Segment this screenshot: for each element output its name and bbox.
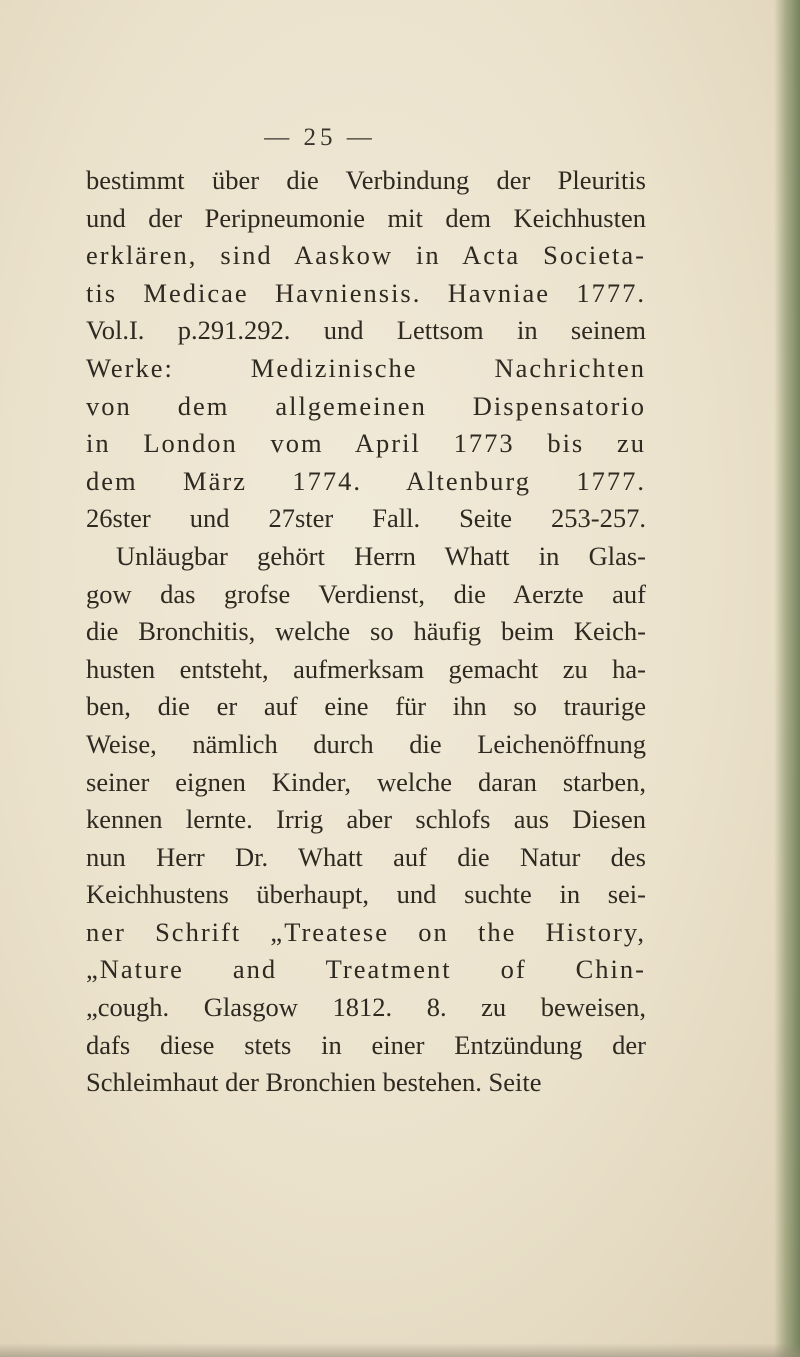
text-line: ner Schrift „Treatese on the History, (86, 916, 646, 947)
text-line: seiner eignen Kinder, welche daran starben, (86, 766, 646, 797)
text-line: erklären, sind Aaskow in Acta Societa- (86, 240, 646, 271)
text-line: und der Peripneumonie mit dem Keichhusten (86, 202, 646, 233)
text-body (86, 162, 646, 1102)
page-bottom-shadow (0, 1343, 800, 1357)
text-line: kennen lernte. Irrig aber schlofs aus Diesen (86, 804, 646, 835)
text-line: in London vom April 1773 bis zu (86, 428, 646, 459)
text-line: tis Medicae Havniensis. Havniae 1777. (86, 277, 646, 308)
text-line: bestimmt über die Verbindung der Pleuritis (86, 165, 646, 195)
text-line: Keichhustens überhaupt, und suchte in sei- (86, 879, 646, 910)
text-line: Schleimhaut der Bronchien bestehen. Seite (86, 1067, 542, 1098)
text-line: ben, die er auf eine für ihn so traurige (86, 691, 646, 722)
text-line: „cough. Glasgow 1812. 8. zu beweisen, (86, 992, 646, 1023)
text-line: Werke: Medizinische Nachrichten (86, 352, 646, 383)
text-line: gow das grofse Verdienst, die Aerzte auf (86, 578, 646, 609)
page-number-header: — 25 — (264, 124, 376, 151)
text-line: dafs diese stets in einer Entzündung der (86, 1029, 646, 1060)
page-edge-shadow (774, 0, 800, 1357)
text-line: „Nature and Treatment of Chin- (86, 954, 646, 985)
text-line: Unläugbar gehört Herrn Whatt in Glas- (116, 540, 646, 571)
text-line: husten entsteht, aufmerksam gemacht zu ha- (86, 653, 646, 684)
text-line: von dem allgemeinen Dispensatorio (86, 390, 646, 421)
text-line: Vol.I. p.291.292. und Lettsom in seinem (86, 315, 646, 346)
text-line: die Bronchitis, welche so häufig beim Keich- (86, 616, 646, 647)
text-line: Weise, nämlich durch die Leichenöffnung (86, 728, 646, 759)
text-line: 26ster und 27ster Fall. Seite 253-257. (86, 503, 646, 534)
text-line: dem März 1774. Altenburg 1777. (86, 465, 646, 496)
text-line: nun Herr Dr. Whatt auf die Natur des (86, 841, 646, 872)
